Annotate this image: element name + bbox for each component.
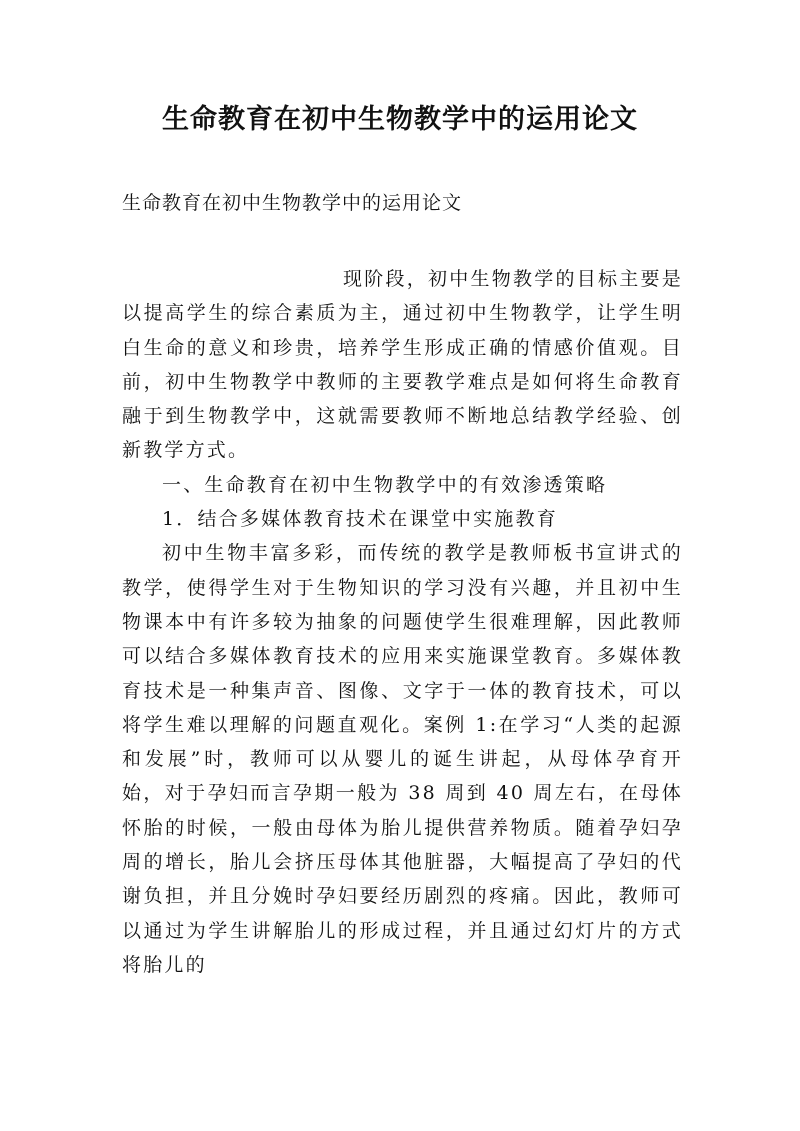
body-paragraph: 初中生物丰富多彩，而传统的教学是教师板书宣讲式的教学，使得学生对于生物知识的学习没有兴趣，并且初中生物课本中有许多较为抽象的问题使学生很难理解，因此教师可以结合多媒体教育技术的应用来实施课堂教育。多媒体教育技术是一种集声音、图像、文字于一体的教育技术，可以将学生难以理解的问题直观化。案例 1:在学习“人类的起源和发展”时，教师可以从婴儿的诞生讲起，从母体孕育开始，对于孕妇而言孕期一般为 38 周到 40 周左右，在母体怀胎的时候，一般由母体为胎儿提供营养物质。随着孕妇孕周的增长，胎儿会挤压母体其他脏器，大幅提高了孕妇的代谢负担，并且分娩时孕妇要经历剧烈的疼痛。因此，教师可以通过为学生讲解胎儿的形成过程，并且通过幻灯片的方式将胎儿的 xyxy=(122,542,683,976)
document-body xyxy=(122,262,683,982)
intro-paragraph: 现阶段，初中生物教学的目标主要是以提高学生的综合素质为主，通过初中生物教学，让学生明白生命的意义和珍贵，培养学生形成正确的情感价值观。目前，初中生物教学中教师的主要教学难点是如何将生命教育融于到生物教学中，这就需要教师不断地总结教学经验、创新教学方式。 xyxy=(122,268,683,462)
document-title: 生命教育在初中生物教学中的运用论文 xyxy=(162,104,638,135)
section-heading: 一、生命教育在初中生物教学中的有效渗透策略 xyxy=(162,473,608,496)
subsection-heading: 1．结合多媒体教育技术在课堂中实施教育 xyxy=(162,508,558,531)
document-subtitle: 生命教育在初中生物教学中的运用论文 xyxy=(122,192,463,214)
